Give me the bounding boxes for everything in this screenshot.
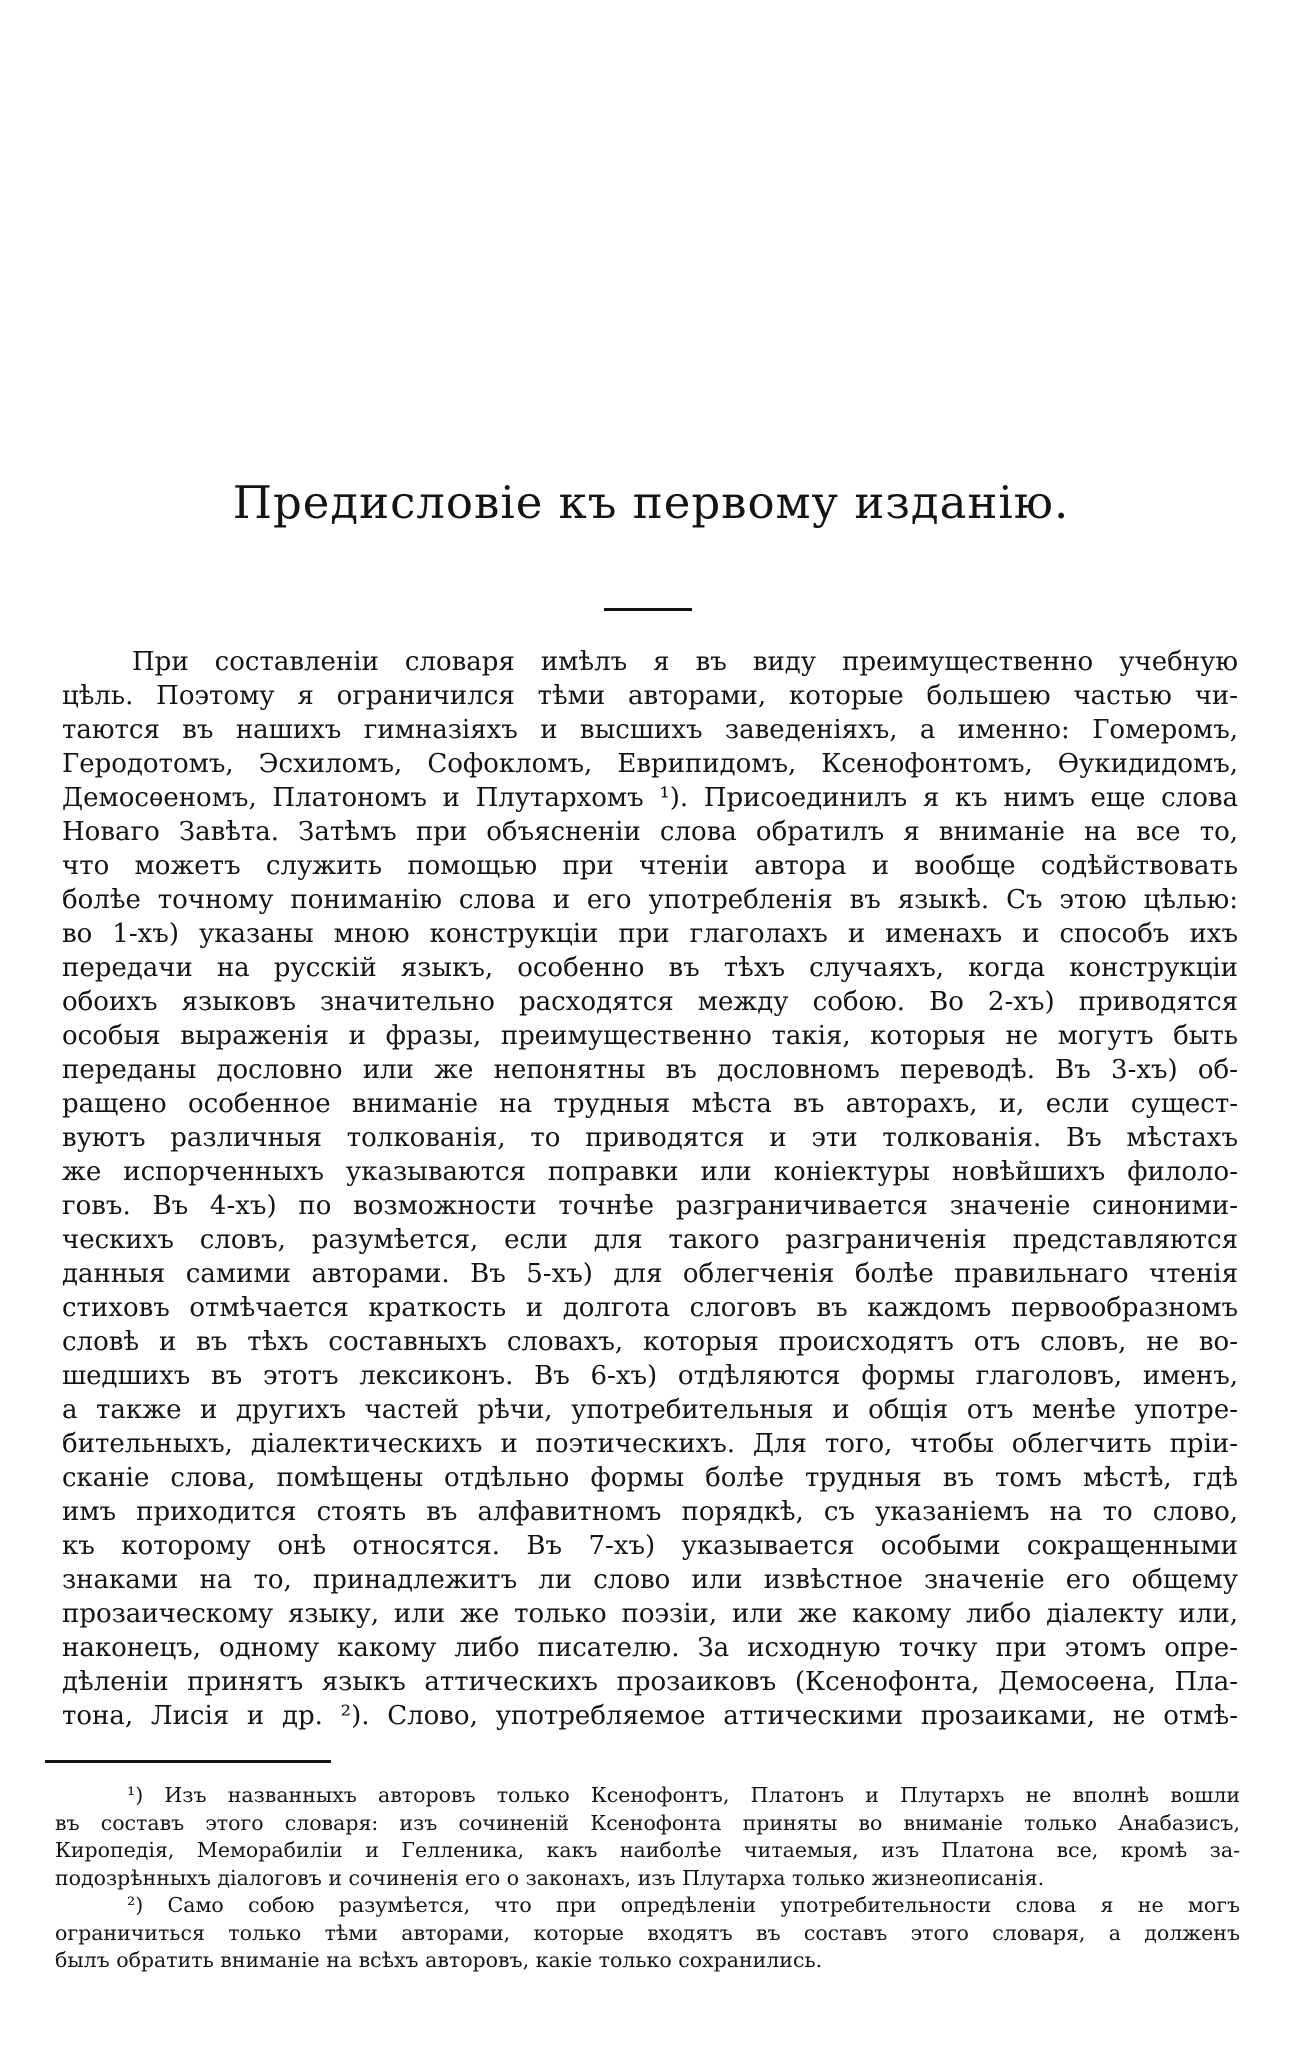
- body-text: [62, 645, 1238, 1733]
- footnote-line: ²) Само собою разумѣется, что при опредѣленіи употребительности слова я не могъ: [127, 1893, 1240, 1917]
- footnote-line: ¹) Изъ названныхъ авторовъ только Ксенофонтъ, Платонъ и Плутархъ не вполнѣ вошли: [127, 1783, 1240, 1807]
- text-line: говъ. Въ 4-хъ) по возможности точнѣе разграничивается значеніе синоними-: [62, 1191, 1238, 1221]
- footnote-separator: [45, 1760, 331, 1763]
- text-line: прозаическому языку, или же только поэзіи, или же какому либо діалекту или,: [62, 1599, 1238, 1629]
- text-line: Демосѳеномъ, Платономъ и Плутархомъ ¹). Присоединилъ я къ нимъ еще слова: [62, 783, 1238, 813]
- text-line: цѣль. Поэтому я ограничился тѣми авторами, которые большею частью чи-: [62, 681, 1238, 711]
- text-line: тона, Лисія и др. ²). Слово, употребляемое аттическими прозаиками, не отмѣ-: [62, 1701, 1238, 1731]
- text-line: При составленіи словаря имѣлъ я въ виду преимущественно учебную: [132, 647, 1238, 677]
- text-line: наконецъ, одному какому либо писателю. За исходную точку при этомъ опре-: [62, 1633, 1238, 1663]
- title-divider: [604, 608, 692, 611]
- text-line: болѣе точному пониманію слова и его употребленія въ языкѣ. Съ этою цѣлью:: [62, 885, 1238, 915]
- text-line: бительныхъ, діалектическихъ и поэтическихъ. Для того, чтобы облегчить пріи-: [62, 1429, 1238, 1459]
- text-line: ращено особенное вниманіе на трудныя мѣста въ авторахъ, и, если сущест-: [62, 1089, 1238, 1119]
- text-line: словѣ и въ тѣхъ составныхъ словахъ, которыя происходятъ отъ словъ, не во-: [62, 1327, 1238, 1357]
- text-line: же испорченныхъ указываются поправки или коніектуры новѣйшихъ филоло-: [62, 1157, 1238, 1187]
- text-line: таются въ нашихъ гимназіяхъ и высшихъ заведеніяхъ, а именно: Гомеромъ,: [62, 715, 1238, 745]
- text-line: знаками на то, принадлежитъ ли слово или извѣстное значеніе его общему: [62, 1565, 1238, 1595]
- footnotes: [55, 1782, 1240, 1975]
- text-line: что можетъ служить помощью при чтеніи автора и вообще содѣйствовать: [62, 851, 1238, 881]
- text-line: а также и другихъ частей рѣчи, употребительныя и общія отъ менѣе употре-: [62, 1395, 1238, 1425]
- footnote-line: въ составъ этого словаря: изъ сочиненій Ксенофонта приняты во вниманіе только Анабазисъ,: [55, 1810, 1240, 1835]
- text-line: передачи на русскій языкъ, особенно въ тѣхъ случаяхъ, когда конструкціи: [62, 953, 1238, 983]
- text-line: обоихъ языковъ значительно расходятся между собою. Во 2-хъ) приводятся: [62, 987, 1238, 1017]
- text-line: переданы дословно или же непонятны въ дословномъ переводѣ. Въ 3-хъ) об-: [62, 1055, 1238, 1085]
- text-line: дѣленіи принятъ языкъ аттическихъ прозаиковъ (Ксенофонта, Демосѳена, Пла-: [62, 1667, 1238, 1697]
- footnote-line: Киропедія, Меморабиліи и Гелленика, какъ наиболѣе читаемыя, изъ Платона все, кромѣ за-: [55, 1838, 1240, 1862]
- text-line: имъ приходится стоять въ алфавитномъ порядкѣ, съ указаніемъ на то слово,: [62, 1497, 1238, 1527]
- page-title: Предисловіе къ первому изданію.: [232, 476, 1070, 529]
- text-line: особыя выраженія и фразы, преимущественно такія, которыя не могутъ быть: [62, 1021, 1238, 1051]
- text-line: Новаго Завѣта. Затѣмъ при объясненіи слова обратилъ я вниманіе на все то,: [62, 817, 1238, 847]
- text-line: вуютъ различныя толкованія, то приводятся и эти толкованія. Въ мѣстахъ: [62, 1123, 1238, 1153]
- text-line: ческихъ словъ, разумѣется, если для такого разграниченія представляются: [62, 1225, 1238, 1255]
- text-line: стиховъ отмѣчается краткость и долгота слоговъ въ каждомъ первообразномъ: [62, 1293, 1238, 1323]
- footnote-line: подозрѣнныхъ діалоговъ и сочиненія его о законахъ, изъ Плутарха только жизнеописанія.: [55, 1865, 1045, 1890]
- text-line: сканіе слова, помѣщены отдѣльно формы болѣе трудныя въ томъ мѣстѣ, гдѣ: [62, 1463, 1238, 1493]
- text-line: данныя самими авторами. Въ 5-хъ) для облегченія болѣе правильнаго чтенія: [62, 1259, 1238, 1289]
- text-line: шедшихъ въ этотъ лексиконъ. Въ 6-хъ) отдѣляются формы глаголовъ, именъ,: [62, 1361, 1238, 1391]
- text-line: Геродотомъ, Эсхиломъ, Софокломъ, Еврипидомъ, Ксенофонтомъ, Ѳукидидомъ,: [62, 749, 1238, 779]
- text-line: къ которому онѣ относятся. Въ 7-хъ) указывается особыми сокращенными: [62, 1531, 1238, 1561]
- text-line: во 1-хъ) указаны мною конструкціи при глаголахъ и именахъ и способъ ихъ: [62, 919, 1238, 949]
- footnote-line: ограничиться только тѣми авторами, которые входятъ въ составъ этого словаря, а долженъ: [55, 1920, 1240, 1945]
- footnote-line: былъ обратить вниманіе на всѣхъ авторовъ, какіе только сохранились.: [55, 1948, 823, 1972]
